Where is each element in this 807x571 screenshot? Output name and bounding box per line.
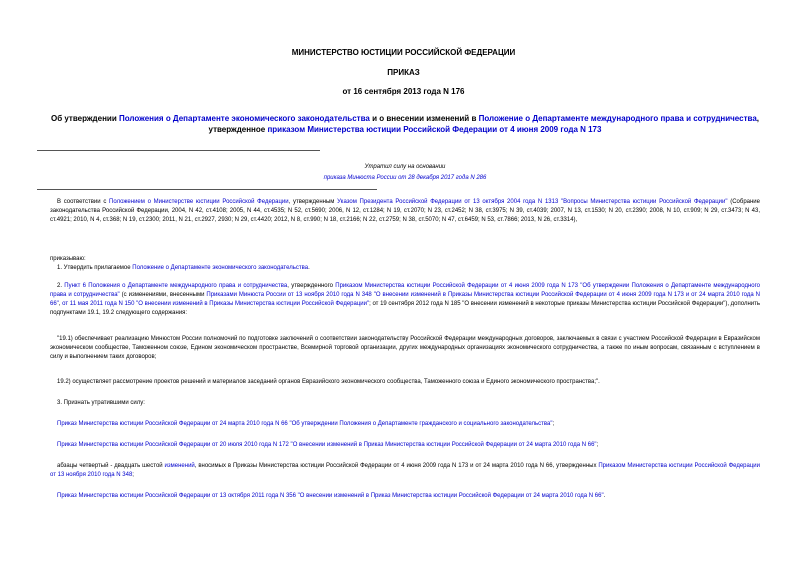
preamble-link-decree-1313[interactable]: Указом Президента Российской Федерации от 13 октября 2004 года N 1313 "Вопросы Министерства юстиции Российской Федерации" [337, 199, 728, 205]
title-text: , утвержденное [208, 114, 759, 134]
item-2-text: , [58, 301, 63, 307]
divider-top [37, 150, 320, 151]
repeal-2-link[interactable]: Приказ Министерства юстиции Российской Федерации от 20 июля 2010 года N 172 "О внесении изменений в Приказ Министерства юстиции Российской Федерации от 24 марта 2010 года N 66" [57, 442, 597, 448]
item-2-text: ; от 19 сентября 2012 года N 185 "О внесении изменений в некоторые приказы Министерства юстиции Российской Федерации"), дополнить подпунктами 19.1, 19.2 следующего содержания: [50, 301, 761, 316]
preamble-link-ministry-regulation[interactable]: Положением о Министерстве юстиции Российской Федерации [109, 199, 289, 205]
repeal-1-link[interactable]: Приказ Министерства юстиции Российской Федерации от 24 марта 2010 года N 66 "Об утверждении Положения о Департаменте гражданского и социального законодательства" [57, 421, 553, 427]
repeal-1-end: ; [552, 421, 555, 427]
repeal-3-text: ; [132, 472, 134, 478]
item-2-text: , утвержденного [287, 283, 336, 289]
quote-19-1: "19.1) обеспечивает реализацию Минюстом России полномочий по подготовке заключений о соответствии законодательству Российской Федерации международных договоров, заключаемых в связи с участием Российской Федерации в Евразийском экономическом сообществе, Таможенном союзе, Едином экономическом пространстве, Всемирной торговой организации, других международных организациях экономического сотрудничества, а также по иным вопросам, связанным с вступлением в силу и выполнением таких договоров; [50, 336, 760, 360]
title-link-economic-regulation[interactable]: Положения о Департаменте экономического законодательства [118, 114, 370, 123]
quote-19-2: 19.2) осуществляет рассмотрение проектов решений и материалов заседаний органов Евразийского экономического сообщества, Таможенного союза и Единого экономического пространства;". [57, 379, 600, 385]
repeal-1 [50, 420, 760, 429]
preamble-text: , утвержденным [288, 199, 338, 205]
repeal-4-link[interactable]: Приказ Министерства юстиции Российской Федерации от 13 октября 2011 года N 356 "О внесении изменений в Приказ Министерства юстиции Российской Федерации от 24 марта 2010 года N 66" [57, 493, 604, 499]
item-1-text: . [308, 265, 310, 271]
preamble-text: (Собрание законодательства Российской Федерации, 2004, N 42, ст.4108; 2005, N 44, ст.4535; N 52, ст.5690; 2006, N 12, ст.1284; N 19, ст.2070; N 23, ст.2452; N 38, ст.3975; N 39, ст.4039; 2007, N 13, ст.1530; N 20, ст.2390; 2008, N 10, ст.909; N 29, ст.3473; N 43, ст.4921; 2010, N 4, ст.368; N 19, ст.2300; 2011, N 21, ст.2927, 2930; N 29, ст.4420; 2012, N 8, ст.990; N 18, ст.2166; N 22, ст.2759; N 38, ст.5070; N 47, ст.6459; N 53, ст.7866; 2013, N 26, ст.3314), [50, 199, 760, 223]
item-2-text: (с изменениями, внесенными [119, 292, 207, 298]
item-2-link-order-173[interactable]: Приказом Министерства юстиции Российской Федерации от 4 июня 2009 года N 173 "Об утверждении Положения о Департаменте международного права и сотрудничества" [50, 283, 760, 298]
doc-date-number: от 16 сентября 2013 года N 176 [342, 87, 465, 96]
doc-title [50, 113, 760, 135]
item-1-text: 1. Утвердить прилагаемое [57, 265, 133, 271]
ministry-heading: МИНИСТЕРСТВО ЮСТИЦИИ РОССИЙСКОЙ ФЕДЕРАЦИИ [291, 48, 516, 57]
preamble-paragraph [50, 198, 760, 225]
item-2-text: 2. [57, 283, 65, 289]
item-2-link-point-6[interactable]: Пункт 6 Положения о Департаменте международного права и сотрудничества [64, 283, 288, 289]
preamble-text: В соответствии с [57, 199, 110, 205]
repeal-2 [50, 441, 760, 450]
divider-bottom [37, 189, 377, 190]
title-link-international-regulation[interactable]: Положение о Департаменте международного права и сотрудничества [478, 114, 757, 123]
title-text: и о внесении изменений в [369, 114, 479, 123]
doc-type-heading: ПРИКАЗ [387, 68, 420, 77]
title-text: Об утверждении [50, 114, 119, 123]
repeal-4-end: . [603, 493, 606, 499]
repeal-3-text: , вносимых в Приказы Министерства юстиции Российской Федерации от 4 июня 2009 года N 173 и от 24 марта 2010 года N 66, утвержденных [194, 463, 599, 469]
title-link-order-173[interactable]: приказом Министерства юстиции Российской Федерации от 4 июня 2009 года N 173 [267, 125, 602, 134]
repeal-2-end: ; [596, 442, 599, 448]
item-1 [50, 264, 760, 273]
repeal-3-link-order-348[interactable]: Приказом Министерства юстиции Российской Федерации от 13 ноября 2010 года N 348 [50, 463, 760, 478]
item-2 [50, 282, 760, 318]
repeal-3 [50, 462, 760, 480]
repeal-3-text: абзацы четвертый - двадцать шестой [57, 463, 165, 469]
item-2-link-order-150[interactable]: от 11 мая 2011 года N 150 "О внесении изменений в Приказы Министерства юстиции Российской Федерации" [62, 301, 370, 307]
order-word: приказываю: [50, 256, 86, 262]
item-3: 3. Признать утратившими силу: [57, 400, 145, 406]
repeal-note [250, 162, 560, 184]
repeal-3-link-changes[interactable]: изменений [164, 463, 195, 469]
repeal-note-link[interactable]: приказа Минюста России от 28 декабря 2017 года N 286 [323, 175, 487, 181]
repeal-note-text: Утратил силу на основании [364, 164, 446, 170]
item-1-link[interactable]: Положение о Департаменте экономического законодательства [132, 265, 309, 271]
repeal-4 [50, 492, 760, 501]
item-2-link-order-348[interactable]: Приказами Минюста России от 13 ноября 2010 года N 348 "О внесении изменений в Приказы Министерства юстиции Российской Федерации от 4 июня 2009 года N 173 и от 24 марта 2010 года N 66" [50, 292, 761, 307]
